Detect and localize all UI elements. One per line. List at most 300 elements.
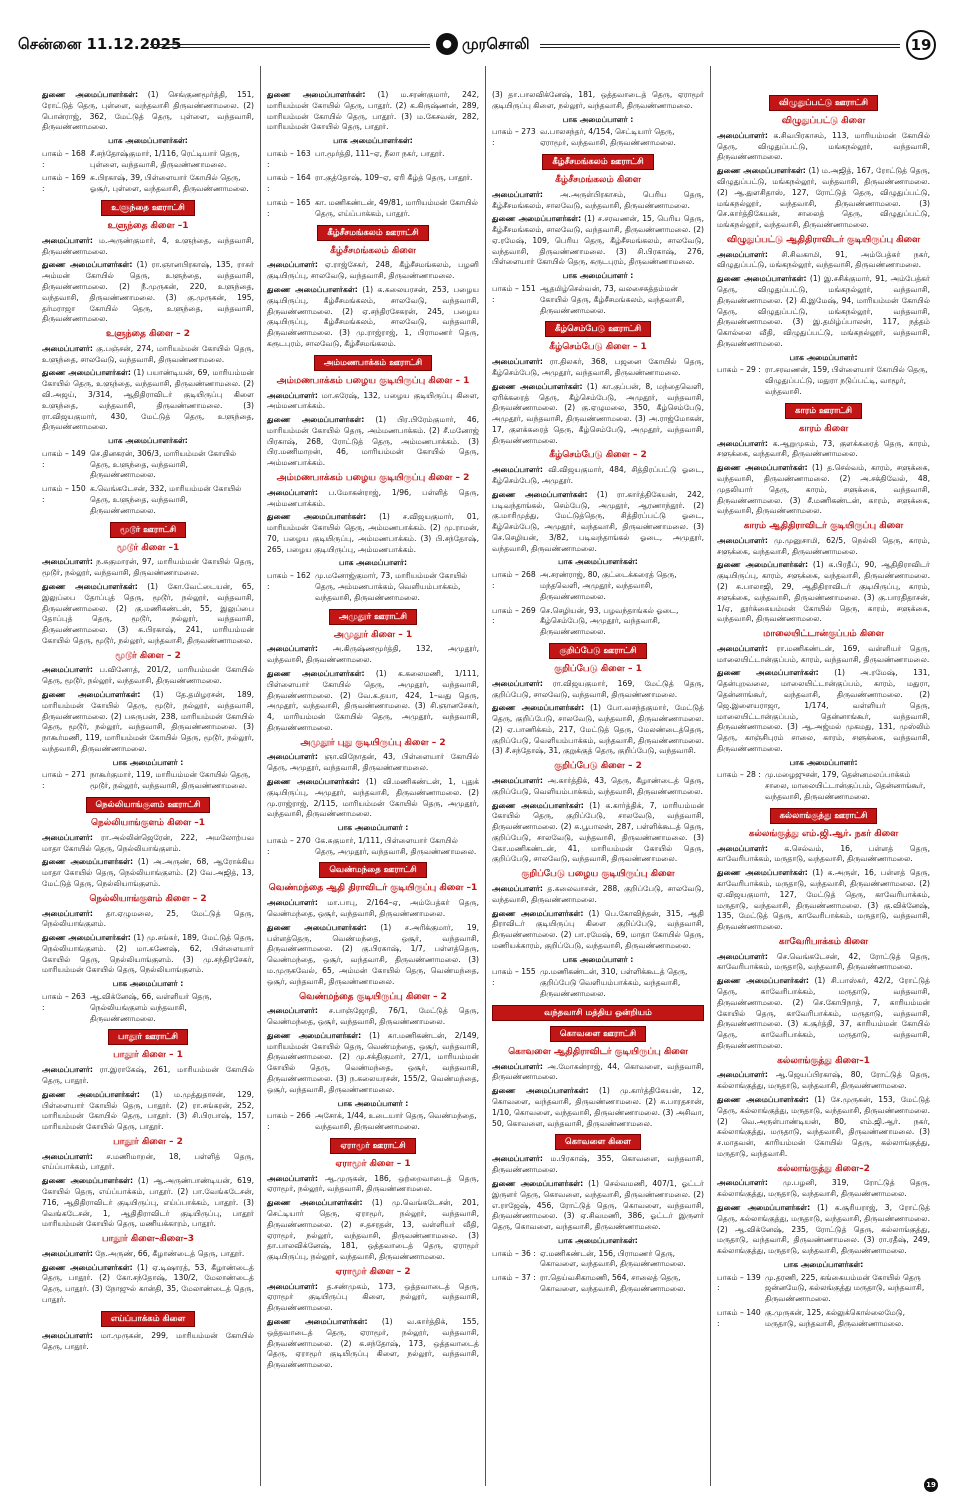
section-header [492, 154, 704, 170]
booth-number: பாகம் – 139 : [717, 1272, 761, 1293]
member-details: ஆ.முருகன், 186, ஒற்றைவாடைத் தெரு, ஏராமூர், நல்லூர், வந்தவாசி, திருவண்ணாமலை. [267, 1173, 479, 1194]
member-paragraph [492, 490, 704, 555]
role-label: அமைப்பாளர்: [267, 487, 318, 497]
booth-number: பாகம் – 151 : [492, 283, 536, 304]
member-details: (1) செங்குணமூர்த்தி, 151, ரோட்டுத் தெரு, புள்ளை, வந்தவாசி திருவண்ணாமலை. (2) பொன்ராஜ், 362, மேட்டுத் தெரு, புள்ளை, வந்தவாசி, திருவண்ணாமலை. [42, 90, 254, 132]
masthead-rule-right [540, 44, 900, 48]
booth-person: மு.மனோஜ்குமார், 73, மாரியம்மன் கோயில் தெரு, அம்மணபாக்கம், வெளியம்பாக்கம், வந்தவாசி, திருவண்ணாமலை. [315, 571, 468, 602]
role-label: அமைப்பாளர்: [717, 535, 768, 545]
booth-entry [492, 967, 704, 999]
role-label: அமைப்பாளர்: [42, 1151, 93, 1161]
masthead-rule-left [150, 44, 430, 48]
member-paragraph [42, 933, 254, 976]
role-label: துணை அமைப்பாளர்கள்: [267, 1198, 363, 1208]
section-header-label: கல்லாங்குத்து ஊராட்சி [770, 808, 878, 824]
booth-entry [42, 449, 254, 481]
section-header [42, 1311, 254, 1327]
member-details: (1) ரா.ஞானபிரகாஷ், 135, ராசுர் அம்மன் கோயில் தெரு, உளுந்தை, வந்தவாசி, திருவண்ணாமலை. (2) நீ.முருகன், 220, உளுந்தை, வந்தவாசி, திருவண்ணாமலை. (3) கு.முருகன், 195, தர்மராஜா கோயில் தெரு, உளுந்தை, வந்தவாசி, திருவண்ணாமலை. [42, 260, 254, 324]
section-header-label: குறிப்பேடு ஊராட்சி [549, 643, 646, 659]
role-label: துணை அமைப்பாளர்கள்: [492, 1086, 589, 1096]
branch-title: விழுதுப்பட்டு கிளை [781, 116, 866, 127]
branch-title: பாதூர் கிளை – 1 [113, 1050, 183, 1061]
member-details: செ.வெங்கடேசன், 42, ரோட்டுத் தெரு, காவேரிபாக்கம், மருதாடு, வந்தவாசி, திருவண்ணாமலை. [717, 951, 930, 972]
booth-heading: பாக அமைப்பாளர்கள்: [558, 1235, 638, 1245]
member-details: (1) பிர.பிரேம்குமார், 46, மாரியம்மன் கோயில் தெரு, அம்மணபாக்கம். (2) சீ.மனோஜ் பிரகாஷ், 268, ரோட்டுத் தெரு, அம்மணபாக்கம். (3) பிர.மணிமாறன், 46, மாரியம்மன் கோயில் தெரு, அம்மணபாக்கம். [267, 415, 479, 468]
booth-entry [267, 836, 479, 858]
booth-heading: பாக அமைப்பாளர்: [339, 558, 407, 568]
member-details: (1) வ.கார்த்திக், 155, ஒத்தவாடைத் தெரு, ஏராமூர், நல்லூர், வந்தவாசி, திருவண்ணாமலை. (2) க.சந்தோஷ், 173, ஒத்தவாடைத் தெரு, ஏராமூர் குடியிருப்பு கிளை, நல்லூர், வந்தவாசி, திருவண்ணாமலை. [267, 1317, 479, 1370]
branch-title: ஏராமூர் கிளை – 2 [335, 1266, 411, 1277]
member-paragraph [267, 1198, 479, 1263]
member-paragraph [492, 382, 704, 447]
member-paragraph [492, 679, 704, 701]
member-paragraph [42, 344, 254, 366]
member-paragraph [717, 952, 930, 974]
masthead [0, 0, 972, 66]
booth-person: செ.தினகரன், 306/3, மாரியம்மன் கோயில் தெரு, உளுந்தை, வந்தவாசி, திருவண்ணாமலை. [90, 448, 237, 480]
member-details: ப.மோகன்ராஜ், 1/96, பள்ளித் தெரு, அம்மணபாக்கம். [267, 487, 479, 508]
member-paragraph [42, 1090, 254, 1133]
role-label: அமைப்பாளர்: [267, 752, 318, 762]
role-label: துணை அமைப்பாளர்கள்: [717, 274, 807, 284]
member-details: (1) ஏ.டிஷாரத், 53, கீழாண்டைத் தெரு, பாதூர். (2) கோ.சந்தோஷ், 130/2, மேலாண்டைத் தெரு, பாதூர். (3) நோஜுல் கான்தி, 35, மேலாண்டைத் தெரு, பாதூர். [42, 1262, 254, 1304]
booth-person: சீ.சந்தோஷ்குமார், 1/116, ரெட்டியார் தெரு, புள்ளை, வந்தவாசி, திருவண்ணாமலை. [90, 148, 240, 169]
column-2 [261, 66, 486, 1486]
member-paragraph [267, 777, 479, 820]
booth-person: ஆ.விக்னேஷ், 66, வள்ளியர் தெரு, நெல்லியங்குளம் வந்தவாசி, திருவண்ணாமலை. [90, 992, 212, 1023]
role-label: துணை அமைப்பாளர்கள்: [717, 560, 809, 570]
member-paragraph [492, 465, 704, 487]
role-label: அமைப்பாளர்: [492, 1061, 543, 1071]
booth-entry [42, 770, 254, 792]
member-details: (1) ஆ.அருண்பாண்டியன், 619, கோயில் தெரு, எய்ப்பாக்கம், பாதூர். (2) பா.வேங்கடேசன், 716, ஆதிதிராவிடர் குடியிருப்பு, எய்ப்பாக்கம், பாதூர். (3) வெங்கடேசன், 1, ஆதிதிராவிடர் குடியிருப்பு, பாதூர் மாரியம்மன் கோயில் தெரு, மணியக்காரம், பாதூர். [42, 1176, 254, 1229]
booth-number: பாகம் – 164 : [267, 173, 311, 194]
section-header [492, 321, 704, 337]
role-label: துணை அமைப்பாளர்கள்: [717, 1095, 809, 1104]
member-paragraph [42, 909, 254, 931]
role-label: அமைப்பாளர்: [42, 665, 93, 675]
booth-number: பாகம் – 168 : [42, 148, 86, 169]
role-label: அமைப்பாளர்: [267, 260, 318, 270]
section-header [492, 643, 704, 659]
branch-title: கல்லாங்குத்து கிளை–2 [777, 1163, 870, 1174]
booth-person: கா. மணிகண்டன், 49/81, மாரியம்மன் கோயில் தெரு, எய்ப்பாக்கம், பாதூர். [315, 198, 478, 218]
section-header-label: விழுதுப்பட்டு ஊராட்சி [769, 95, 878, 111]
member-paragraph [492, 214, 704, 268]
role-label: அமைப்பாளர்: [717, 843, 768, 853]
role-label: துணை அமைப்பாளர்கள்: [267, 90, 366, 99]
member-details: (1) மு.சங்கர், 189, மேட்டுத் தெரு, நெல்லியாங்குளம். (2) மா.கணேஷ், 62, பிள்ளையார் கோயில் தெரு, நெல்லியாங்குளம். (3) மு.சந்திரசேகர், மாரியம்மன் கோயில் தெரு, நெல்லியாங்குளம். [42, 933, 254, 975]
member-details: (1) போ.வசந்தகுமார், மேட்டுத் தெரு, குறிப்பேடு, சாலவேடு, வந்தவாசி, திருவண்ணாமலை. (2) ஏ.பாணிக்கம், 217, மேட்டுத் தெரு, மேலண்டைத்தெரு, குறிப்பேடு, வெளியம்பாக்கம், வந்தவாசி, திருவண்ணாமலை. (3) சீ.சந்தோஷ், 31, குறுக்குத் தெரு, குறிப்பேடு, வந்தவாசி. [492, 703, 704, 756]
role-label: துணை அமைப்பாளர்கள்: [492, 703, 585, 713]
booth-heading: பாக அமைப்பாளர் : [112, 979, 184, 989]
section-header [267, 862, 479, 878]
branch-title: வெண்மந்தை ஆதி திராவிடர் குடியிருப்பு கிளை –1 [268, 883, 478, 894]
member-details: (1) பயாண்டியன், 69, மாரியம்மன் கோயில் தெரு, உளுந்தை, வந்தவாசி, திருவண்ணாமலை. (2) வி.அஜய், 3/314, ஆதிதிராவிடர் குடியிருப்பு கிளை உளுந்தை, வந்தவாசி, திருவண்ணாமலை. (3) ரா.விஜயகுமார், 430, மேட்டுத் தெரு, உளுந்தை, திருவண்ணாமலை. [42, 368, 254, 432]
booth-person: ரா.குத்தோஷ், 109–ஏ, ஏரி கீழ்த் தெரு, பாதூர். [315, 173, 473, 183]
booth-heading: பாக அமைப்பாளர் : [562, 954, 634, 964]
member-details: (1) சே.முருகன், 153, மேட்டுத் தெரு, கல்லாங்குத்து, மருதாடு, வந்தவாசி, திருவண்ணாமலை. (2) வெ.அருள்பாண்டியன், 80, எம்.ஜி.ஆர். நகர், கல்லாங்குத்து, மருதாடு, வந்தவாசி, திருவண்ணாமலை. (3) ச.மாதவன், காரியம்மன் கோயில் தெரு, கல்லாங்குத்து, மருதாடு, வந்தவாசி. [717, 1095, 930, 1158]
booth-heading: பாக அமைப்பாளர்: [789, 757, 858, 767]
booth-number: பாகம் – 29 : [717, 365, 761, 375]
branch-title: உளுந்தை கிளை – 2 [105, 329, 191, 340]
booth-number: பாகம் – 149 : [42, 448, 86, 469]
role-label: துணை அமைப்பாளர்கள்: [267, 922, 367, 932]
booth-person: மு.தரணி, 225, கங்கையம்மன் கோயில் தெரு ஜன்னமேடு, கல்லங்குத்து மருதாடு, வந்தவாசி, திருவண்ணாமலை. [765, 1272, 925, 1304]
member-paragraph [492, 190, 704, 212]
member-details: ஆ.ஜெயப்பிரகாஷ், 80, ரோட்டுத் தெரு, கல்லாங்குத்து, மருதாடு, வந்தவாசி, திருவண்ணாமலை. [717, 1070, 930, 1091]
role-label: துணை அமைப்பாளர்கள்: [717, 668, 819, 678]
booth-person: மு.மணிகண்டன், 310, பள்ளிக்கூடத் தெரு, குறிப்பேடு வெளியம்பாக்கம், வந்தவாசி, திருவண்ணாமலை. [540, 967, 688, 998]
section-header-label: எய்ப்பாக்கம் கிளை [101, 1311, 195, 1327]
member-details: (1) ச.விஜயகுமார், 01, மாரியம்மன் கோயில் தெரு, அம்மணபாக்கம். (2) மு.ராமன், 70, பழைய குடியிருப்பு, அம்மணபாக்கம். (3) பி.சந்தோஷ், 265, பழைய குடியிருப்பு, அம்மணபாக்கம். [267, 512, 479, 554]
role-label: துணை அமைப்பாளர்கள்: [492, 381, 583, 391]
member-paragraph [717, 131, 930, 163]
role-label: அமைப்பாளர்: [42, 1065, 93, 1075]
role-label: துணை அமைப்பாளர்கள்: [492, 908, 584, 918]
booth-entry [267, 149, 479, 171]
member-paragraph [717, 1095, 930, 1160]
member-paragraph [42, 665, 254, 687]
section-header-label: அமுதூர் ஊராட்சி [329, 609, 417, 625]
member-details: (1) சி.பாஸ்கர், 42/2, ரோட்டுத் தெரு, காவேரிபாக்கம், மருதாடு, வந்தவாசி, திருவண்ணாமலை. (2) செ.கோபிநாத், 7, காரியம்மன் கோயில் தெரு, காவேரிபாக்கம், மருதாடு, வந்தவாசி, திருவண்ணாமலை. (3) க.சூர்த்தி, 37, காரியம்மன் கோயில் தெரு, காவேரிபாக்கம், மருதாடு, வந்தவாசி, திருவண்ணாமலை. [717, 976, 930, 1050]
booth-person: மு.மழைஜுசன், 179, தென்னமலப்பாக்கம் சாலை, மாலையிட்டான்குப்பம், தென்னாங்கூர், வந்தவாசி, திருவண்ணாமலை. [765, 770, 926, 802]
booth-number: பாகம் – 169 : [42, 173, 86, 194]
booth-number: பாகம் – 270 : [267, 835, 311, 856]
member-details: (1) இ.சசிக்குமார், 91, அம்பேத்கர் தெரு, விழுதுப்பட்டு, மங்கநல்லூர், வந்தவாசி, திருவண்ணாமலை. (2) கி.இமேஷ், 94, மாரியம்மன் கோயில் தெரு, விழுதுப்பட்டு, மங்கநல்லூர், வந்தவாசி, திருவண்ணாமலை. (3) இ.தமிழ்ப்பாலன், 117, நத்தம் கொல்லை வீதி, விழுதுப்பட்டு, மங்கநல்லூர், வந்தவாசி, திருவண்ணாமலை. [717, 274, 930, 348]
booth-entry [267, 173, 479, 195]
section-header-label: வந்தவாசி மத்திய ஒன்றியம் [492, 1005, 704, 1021]
booth-person: கு.முருகன், 125, கல்லுக்கொல்லைமேடு, மருதாடு, வந்தவாசி, திருவண்ணாமலை. [765, 1308, 906, 1328]
member-details: (1) கா.குப்பன், 8, மந்தைவெளி, ஏரிக்கரைத் தெரு, கீழ்செம்பேடு, அமுதூர், வந்தவாசி, திருவண்ணாமலை. (2) கு.ஏழுமலை, 350, கீழ்செம்பேடு, அமுதூர், வந்தவாசி, திருவண்ணாமலை. (3) அ.ராஜ்மோகன், 17, குளக்கரைத் தெரு, கீழ்செம்பேடு, அமுதூர், வந்தவாசி, திருவண்ணாமலை. [492, 381, 704, 445]
member-paragraph [267, 90, 479, 133]
branch-title: மாலையிட்டான்குப்பம் கிளை [763, 629, 884, 640]
booth-number: பாகம் – 165 : [267, 198, 311, 218]
booth-heading: பாக அமைப்பாளர்கள்: [333, 136, 413, 146]
member-details: த.சண்முகம், 173, ஒத்தவாடைத் தெரு, ஏராமூர் குடியிருப்பு கிளை, நல்லூர், வந்தவாசி, திருவண்ணாமலை. [267, 1281, 479, 1313]
booth-entry [267, 571, 479, 603]
booth-number: பாகம் – 37 : [492, 1273, 536, 1283]
branch-title: கீழ்செம்பேடு கிளை – 2 [549, 450, 647, 461]
member-paragraph [42, 236, 254, 258]
section-header [42, 797, 254, 813]
member-details: (1) தே.தமிழரசன், 189, மாரியம்மன் கோயில் தெரு, மூடூர், நல்லூர், வந்தவாசி, திருவண்ணாமலை. (2) பசுருபன், 238, மாரியம்மன் கோயில் தெரு, மூடூர், நல்லூர், வந்தவாசி, திருவண்ணாமலை. (3) நாகூர்மணி, 119, மாரியம்மன் கோயில் தெரு, மூடூர், நல்லூர், வந்தவாசி, திருவண்ணாமலை. [42, 690, 254, 753]
branch-title: அமுதூர் கிளை – 1 [333, 629, 413, 640]
member-details: (1) த.செல்வம், காரம், சளுக்கை, வந்தவாசி, திருவண்ணாமலை. (2) அ.சக்திவேல், 48, முதலியார் தெரு, காரம், சளுக்கை, வந்தவாசி, திருவண்ணாமலை. (3) சீ.மணிகண்டன், காரம், சளுக்கை, வந்தவாசி, திருவண்ணாமலை. [717, 463, 930, 516]
booth-person: கே.சுகுமார், 1/111, பிள்ளையார் கோயில் தெரு, அமுதூர், வந்தவாசி, திருவண்ணாமலை. [315, 835, 477, 856]
role-label: துணை அமைப்பாளர்கள்: [492, 1178, 584, 1188]
member-details: (1) பெ.கோவிந்தன், 315, ஆதி திராவிடர் குடியிருப்பு கிளை குறிப்பேடு, வந்தவாசி, திருவண்ணாமலை. (2) பா.ரமேஷ், 69, மாதா கோயில் தெரு, மணியக்காரம், குறிப்பேடு, வந்தவாசி, திருவண்ணாமலை. [492, 908, 704, 950]
role-label: அமைப்பாளர்: [717, 438, 768, 448]
column-3 [486, 66, 711, 1486]
branch-title: விழுதுப்பட்டு ஆதிதிராவிடர் குடியிருப்பு கிளை [726, 234, 921, 245]
member-details: கு.பஞ்சன், 274, மாரியம்மன் கோயில் தெரு, உளுந்தை, சாலவேடு, வந்தவாசி, திருவண்ணாமலை. [42, 343, 254, 364]
member-details: ரா.இராகேஷ், 261, மாரியம்மன் கோயில் தெரு, பாதூர். [42, 1065, 254, 1085]
branch-title: நெல்லியாங்குளம் கிளை – 2 [89, 893, 207, 904]
role-label: துணை அமைப்பாளர்கள்: [267, 668, 365, 678]
member-details: க.செல்வம், 16, பள்ளத் தெரு, காவேரிபாக்கம், மருதாடு, வந்தவாசி, திருவண்ணாமலை. [717, 843, 930, 864]
booth-number: பாகம் – 266 : [267, 1111, 311, 1132]
member-paragraph [42, 1176, 254, 1230]
booth-heading: பாக அமைப்பாளர் : [337, 823, 409, 833]
role-label: அமைப்பாளர்: [42, 1330, 93, 1340]
role-label: துணை அமைப்பாளர்கள்: [492, 214, 582, 224]
role-label: துணை அமைப்பாளர்கள்: [492, 800, 584, 810]
member-paragraph [267, 415, 479, 469]
booth-entry [267, 1111, 479, 1133]
booth-entry [717, 365, 930, 397]
member-details: ப.வினோத், 201/2, மாரியம்மன் கோயில் தெரு, மூடூர், நல்லூர், வந்தவாசி, திருவண்ணாமலை. [42, 665, 254, 686]
member-details: த.கலைவாசன், 288, குறிப்பேடு, சாலவேடு, வந்தவாசி, திருவண்ணாமலை. [492, 883, 704, 904]
role-label: துணை அமைப்பாளர்கள்: [42, 857, 134, 867]
member-details: ம.பிரகாஷ், 355, கொவளை, வந்தவாசி, திருவண்ணாமலை. [492, 1154, 704, 1175]
role-label: அமைப்பாளர்: [492, 775, 543, 785]
booth-number: பாகம் – 271 : [42, 770, 86, 791]
member-paragraph [267, 260, 479, 282]
booth-number: பாகம் – 162 : [267, 571, 311, 591]
member-details: (1) செல்வமணி, 407/1, ஓட்டர் இருளர் தெரு, கொவளை, வந்தவாசி, திருவண்ணாமலை. (2) எ.ராஜேஷ், 456, ரோட்டுத் தெரு, கொவளை, வந்தவாசி, திருவண்ணாமலை. (3) ஏ.சிவமணி, 386, ஓட்டர் இருளர் தெரு, கொவளை, வந்தவாசி, திருவண்ணாமலை. [492, 1178, 705, 1232]
member-paragraph [267, 669, 479, 734]
member-paragraph [717, 274, 930, 349]
section-header [267, 609, 479, 625]
booth-person: நாகூர்குமார், 119, மாரியம்மன் கோயில் தெரு, மூடூர், நல்லூர், வந்தவாசி, திருவண்ணாமலை. [90, 770, 251, 791]
section-header [267, 1138, 479, 1154]
member-details: சி.சிவகாமி, 91, அம்பேத்கர் நகர், விழுதுப்பட்டு, மங்கநல்லூர், வந்தவாசி, திருவண்ணாமலை. [717, 249, 930, 270]
branch-title: நெல்லியாங்குளம் கிளை –1 [90, 818, 206, 829]
member-details: ஏ.ராஜ்சேகர், 248, கீழ்சீசமங்கலம், பழனி குடியிருப்பு, சாலவேடு, வந்தவாசி, திருவண்ணாமலை. [267, 260, 479, 281]
branch-title: மூடூர் கிளை – 2 [115, 650, 181, 661]
member-details: (1) க.கலைமணி, 1/111, பிள்ளையார் கோயில் தெரு, அமுதூர், வந்தவாசி, திருவண்ணாமலை. (2) வே.க.தயா, 424, 1–வது தெரு, அமுதூர், வந்தவாசி, திருவண்ணாமலை. (3) சி.ஞானசேகர், 4, மாரியம்மன் கோயில் தெரு, அமுதூர், வந்தவாசி, திருவண்ணாமலை. [267, 668, 480, 732]
member-paragraph [42, 1263, 254, 1306]
booth-person: அ.சரண்ராஜ், 80, குட்டைக்கரைத் தெரு, மந்தவெளி, அமுதூர், வந்தவாசி, திருவண்ணாமலை. [540, 570, 677, 601]
role-label: துணை அமைப்பாளர்கள்: [267, 512, 367, 522]
role-label: துணை அமைப்பாளர்கள்: [267, 415, 365, 425]
member-paragraph [267, 285, 479, 350]
role-label: அமைப்பாளர்: [267, 1281, 318, 1291]
member-details: அ.மோகன்ராஜ், 44, கொவளை, வந்தவாசி, திருவண்ணாமலை. [492, 1061, 704, 1082]
role-label: அமைப்பாளர்: [492, 1154, 543, 1164]
member-paragraph [492, 357, 704, 379]
member-details: (1) க.கார்த்திக், 7, மாரியம்மன் கோயில் தெரு, குறிப்பேடு, சாலவேடு, வந்தவாசி, திருவண்ணாமலை. (2) சு.பூபாலன், 287, பள்ளிக்கூடத் தெரு, குறிப்பேடு, சாலவேடு, வந்தவாசி, திருவண்ணாமலை. (3) கோ.மணிகண்டன், 41, மாரியம்மன் கோயில் தெரு, குறிப்பேடு, சாலவேடு, வந்தவாசி, திருவண்ணாமலை. [492, 800, 704, 864]
member-details: (1) ம.முத்துதாசன், 129, பிள்ளையார் கோயில் தெரு, பாதூர். (2) ரா.சங்கரன், 252, மாரியம்மன் கோயில் தெரு, பாதூர். (3) சி.பிரபாஷ், 157, மாரியம்மன் கோயில் தெரு, பாதூர். [42, 1089, 254, 1132]
booth-heading: பாக அமைப்பாளர்கள்: [108, 136, 188, 146]
role-label: துணை அமைப்பாளர்கள்: [42, 1262, 133, 1272]
section-header-label: கொவளை ஊராட்சி [550, 1026, 646, 1042]
booth-entry [42, 484, 254, 516]
booth-entry [267, 198, 479, 220]
booth-number: பாகம் – 163 : [267, 148, 311, 169]
member-details: க.சிவபிரகாசம், 113, மாரியம்மன் கோயில் தெரு, விழுதுப்பட்டு, மங்கநல்லூர், வந்தவாசி, திருவண்ணாமலை. [717, 130, 930, 162]
member-details: மா.சுரேஷ், 132, பழைய குடியிருப்பு கிளை, அம்மணபாக்கம். [267, 390, 479, 411]
branch-title: கல்லங்குத்து எம்.ஜி.ஆர். நகர் கிளை [748, 828, 899, 839]
member-paragraph [42, 1152, 254, 1174]
booth-number: பாகம் – 268 : [492, 570, 536, 590]
member-paragraph [492, 801, 704, 866]
role-label: அமைப்பாளர்: [492, 883, 543, 893]
member-details: (1) கோ.வேட்டையன், 65, இலுப்பை தோப்புத் தெரு, மூடூர், நல்லூர், வந்தவாசி, திருவண்ணாமலை. (2) கு.மணிகண்டன், 55, இலுப்பை தோப்புத் தெரு, மூடூர், நல்லூர், வந்தவாசி, திருவண்ணாமலை. (3) க.பிரகாஷ், 241, மாரியம்மன் கோயில் தெரு, மூடூர், நல்லூர், வந்தவாசி, திருவண்ணாமலை. [42, 581, 254, 645]
role-label: அமைப்பாளர்: [267, 898, 318, 908]
booth-person: ஏ.மணிகண்டன், 156, பிராமணர் தெரு, கொவளை, வந்தவாசி, திருவண்ணாமலை. [540, 1248, 686, 1269]
member-details: ரா.அல்லின்ஜெரேன், 222, அமலோற்பவ மாதா கோயில் தெரு, நெல்லியாங்குளம். [42, 832, 254, 853]
member-details: (1) ம.அஜித், 167, ரோட்டுத் தெரு, விழுதுப்பட்டு, மங்கநல்லூர், வந்தவாசி, திருவண்ணாமலை. (2) ஆ.துளசிதாஸ், 127, ரோட்டுத் தெரு, விழுதுப்பட்டு, மங்கநல்லூர், வந்தவாசி, திருவண்ணாமலை. (3) செ.கார்த்திகேயன், சாலைத் தெரு, விழுதுப்பட்டு, மங்கநல்லூர், வந்தவாசி, திருவண்ணாமலை. [717, 166, 930, 230]
role-label: அமைப்பாளர்: [42, 343, 93, 353]
booth-heading: பாக அமைப்பாளர்கள்: [558, 557, 638, 567]
booth-person: செ.செழியன், 93, பழவந்தாங்கல் ஓடை, கீழ்செம்பேடு, அமுதூர், வந்தவாசி, திருவண்ணாமலை. [540, 605, 679, 637]
member-paragraph [717, 668, 930, 754]
role-label: துணை அமைப்பாளர்கள்: [717, 166, 806, 176]
role-label: அமைப்பாளர்: [267, 390, 318, 400]
section-header-label: கீழ்செம்பேடு ஊராட்சி [545, 321, 651, 337]
member-details: (1) க.கலையரசன், 253, பழைய குடியிருப்பு, கீழ்சீசமங்கலம், சாலவேடு, வந்தவாசி, திருவண்ணாமலை. (2) ஏ.சந்திரசேகரன், 245, பழைய குடியிருப்பு, கீழ்சீசமங்கலம், சாலவேடு, வந்தவாசி, திருவண்ணாமலை. (3) மு.ராஜ்ராஜ், 1, பிராமணர் தெரு, கரூடபுரம், சாலவேடு, கீழ்சீசமங்கலம். [267, 284, 480, 348]
role-label: அமைப்பாளர்: [42, 235, 93, 245]
booth-person: ரா.சரவணன், 159, பிள்ளையார் கோயில் தெரு, விழுதுப்பட்டு, மதுரா நடுப்பட்டி, வாழூர், வந்தவாசி. [765, 365, 928, 396]
member-details: (1) ம.சரண்குமார், 242, மாரியம்மன் கோயில் தெரு, பாதூர். (2) க.கிருஷ்ணன், 289, மாரியம்மன் கோயில் தெரு, பாதூர். (3) ம.கேசவன், 282, மாரியம்மன் கோயில் தெரு, பாதூர். [267, 90, 479, 132]
member-paragraph [717, 536, 930, 558]
member-paragraph [267, 898, 479, 920]
role-label: அமைப்பாளர்: [42, 557, 93, 567]
role-label: துணை அமைப்பாளர்கள்: [42, 690, 141, 699]
union-banner [492, 1005, 704, 1021]
branch-title: அமுதூர் புது குடியிருப்பு கிளை – 2 [300, 737, 446, 748]
member-details: (1) மு.வெங்கடேசன், 201, செட்டியார் தெரு, ஏராமூர், நல்லூர், வந்தவாசி, திருவண்ணாமலை. (2) ச.தசரதன், 13, வள்ளியர் வீதி, ஏராமூர், நல்லூர், வந்தவாசி, திருவண்ணாமலை. (3) தா.பாலவிக்னேஷ், 181, ஒத்தவாடைத் தெரு, ஏராமூர் குடியிருப்பு, நல்லூர், வந்தவாசி, திருவண்ணாமலை. [267, 1198, 480, 1262]
page-number: 19 [906, 30, 936, 60]
role-label: அமைப்பாளர்: [492, 189, 543, 199]
member-paragraph [42, 833, 254, 855]
newspaper-name: முரசொலி [462, 35, 530, 53]
member-paragraph [717, 844, 930, 866]
footer-page-number: 19 [924, 1478, 938, 1492]
role-label: துணை அமைப்பாளர்கள்: [42, 933, 131, 943]
booth-number: பாகம் – 273 : [492, 127, 536, 148]
section-header-label: கீழ்சீசமங்கலம் ஊராட்சி [317, 225, 428, 241]
section-header [42, 1029, 254, 1045]
member-details: க.ஆறுமுகம், 73, குளக்கரைத் தெரு, காரம், சளுக்கை, வந்தவாசி, திருவண்ணாமலை. [717, 438, 930, 459]
branch-title: மூடூர் கிளை –1 [116, 542, 180, 553]
branch-title: வெண்மந்தை குடியிருப்பு கிளை – 2 [299, 991, 447, 1002]
member-paragraph [267, 1031, 479, 1096]
role-label: துணை அமைப்பாளர்கள்: [42, 1176, 134, 1186]
booth-heading: பாக அமைப்பாளர்: [789, 352, 858, 362]
member-details: (1) ச.சரவணன், 15, பெரிய தெரு, கீழ்சீசமங்கலம், சாலவேடு, வந்தவாசி, திருவண்ணாமலை. (2) ஏ.ரமேஷ், 109, பெரிய தெரு, கீழ்சீசமங்கலம், சாலவேடு, வந்தவாசி, திருவண்ணாமலை. (3) சி.பிரகாஷ், 276, பிள்ளையார் கோயில் தெரு, கருடபுரம், திருவண்ணாமலை. [492, 214, 704, 267]
section-header-label: காரம் ஊராட்சி [785, 403, 862, 419]
branch-title: அம்மணபாக்கம் பழைய குடியிருப்பு கிளை – 2 [276, 472, 470, 483]
member-details: மா.முருகன், 299, மாரியம்மன் கோயில் தெரு, பாதூர். [42, 1330, 254, 1351]
role-label: துணை அமைப்பாளர்கள்: [42, 368, 131, 378]
role-label: துணை அமைப்பாளர்கள்: [717, 976, 809, 986]
role-label: அமைப்பாளர்: [492, 465, 543, 475]
booth-heading: பாக அமைப்பாளர் : [112, 757, 184, 767]
branch-title: கீழ்சீசமங்கலம் கிளை [330, 245, 416, 256]
role-label: அமைப்பாளர்: [267, 644, 318, 654]
member-details: அ.கார்த்திக், 43, தெரு, கீழாண்டைத் தெரு, குறிப்பேடு, வெளியம்பாக்கம், வந்தவாசி, திருவண்ணாமலை. [492, 775, 704, 796]
member-paragraph [492, 776, 704, 798]
role-label: அமைப்பாளர்: [717, 130, 768, 140]
member-details: வி.விஜயகுமார், 484, சித்திரப்பட்டு ஓடை, கீழ்செம்பேடு, அமுதூர். [492, 465, 704, 485]
member-paragraph [717, 644, 930, 666]
role-label: துணை அமைப்பாளர்கள்: [267, 284, 358, 294]
booth-entry [492, 127, 704, 149]
booth-entry [492, 284, 704, 316]
member-paragraph [267, 512, 479, 555]
role-label: அமைப்பாளர்: [492, 678, 543, 688]
member-paragraph [492, 1154, 704, 1176]
member-paragraph [717, 439, 930, 461]
booth-entry [42, 992, 254, 1024]
section-header-label: பாதூர் ஊராட்சி [108, 1029, 188, 1045]
member-paragraph [492, 1062, 704, 1084]
member-details: (1) ச.அரிக்குமார், 19, பள்ளத்தெரு, வெண்மந்தை, ஒசூர், வந்தவாசி, திருவண்ணாமலை. (2) கு.பிரகாஷ், 1/7, பள்ளத்தெரு, வெண்மந்தை, ஒசூர், வந்தவாசி, திருவண்ணாமலை. (3) ம.முருகவேல், 65, அம்மன் கோயில் தெரு, வெண்மந்தை, ஒசூர், வந்தவாசி, திருவண்ணாமலை. [267, 922, 479, 986]
booth-entry [492, 570, 704, 602]
booth-person: வ.பாலசந்தர், 4/154, செட்டியார் தெரு, ஏராமூர், வந்தவாசி, திருவண்ணாமலை. [540, 127, 676, 148]
member-details: ரா.மணிகண்டன், 169, வள்ளியர் தெரு, மாலையிட்டான்குப்பம், காரம், வந்தவாசி, திருவண்ணாமலை. [717, 643, 930, 664]
role-label: அமைப்பாளர்: [717, 1070, 768, 1080]
member-paragraph [42, 1065, 254, 1087]
role-label: அமைப்பாளர்: [42, 1248, 93, 1258]
booth-entry [717, 1308, 930, 1330]
branch-title: ஏராமூர் கிளை – 1 [335, 1158, 411, 1169]
role-label: துணை அமைப்பாளர்கள்: [267, 1317, 368, 1327]
booth-heading: பாக அமைப்பாளர்கள்: [783, 1259, 864, 1269]
role-label: அமைப்பாளர்: [42, 908, 93, 918]
booth-entry [717, 1273, 930, 1305]
elephant-emblem-icon: ● [436, 33, 458, 55]
booth-person: ரா.தெய்வசிகாமணி, 564, சாலைத் தெரு, கொவளை, வந்தவாசி, திருவண்ணாமலை. [540, 1273, 686, 1294]
member-details: மு.முனுசாமி, 62/5, நெல்லி தெரு, காரம், சளுக்கை, வந்தவாசி, திருவண்ணாமலை. [717, 535, 930, 556]
booth-person: அசோக், 1/44, உடையார் தெரு, வெண்மந்தை, வந்தவாசி, திருவண்ணாமலை. [315, 1111, 477, 1132]
member-details: ந.சுகுமாரன், 97, மாரியம்மன் கோயில் தெரு, மூடூர், நல்லூர், வந்தவாசி, திருவண்ணாமலை. [42, 557, 254, 578]
branch-title: கல்லாங்குத்து கிளை–1 [777, 1055, 870, 1066]
issue-date: சென்னை 11.12.2025 [18, 35, 182, 53]
booth-number: பாகம் – 155 : [492, 967, 536, 988]
member-details: ரா.திலகர், 368, பஜனை கோயில் தெரு, கீழ்செம்பேடு, அமுதூர், வந்தவாசி, திருவண்ணாமலை. [492, 357, 704, 377]
member-paragraph [717, 868, 930, 933]
member-details: (1) வி.மணிகண்டன், 1, புதுக் குடியிருப்பு, அமுதூர், வந்தவாசி, திருவண்ணாமலை. (2) மு.ராஜ்ராஜ், 2/115, மாரியம்மன் கோயில் தெரு, அமுதூர், வந்தவாசி, திருவண்ணாமலை. [267, 776, 479, 819]
member-paragraph [42, 582, 254, 647]
role-label: அமைப்பாளர்: [267, 1173, 318, 1183]
member-details: ச.மணிமாறன், 18, பள்ளித் தெரு, எய்ப்பாக்கம், பாதூர். [42, 1151, 254, 1172]
role-label: அமைப்பாளர்: [717, 1178, 768, 1188]
member-details: ஞா.விநோதன், 43, பிள்ளையார் கோயில் தெரு, அமுதூர், வந்தவாசி, திருவண்ணாமலை. [267, 752, 479, 773]
member-details: (3) தா.பாலவிக்னேஷ், 181, ஒத்தவாடைத் தெரு, ஏராமூர் குடியிருப்பு கிளை, நல்லூர், வந்தவாசி, திருவண்ணாமலை. [492, 90, 704, 110]
booth-heading: பாக அமைப்பாளர்கள்: [108, 436, 188, 446]
member-details: ச.பாஞ்ஜோதி, 76/1, மேட்டுத் தெரு, வெண்மந்தை, ஒசூர், வந்தவாசி, திருவண்ணாமலை. [267, 1006, 479, 1027]
column-4 [711, 66, 936, 1486]
member-paragraph [492, 909, 704, 952]
booth-number: பாகம் – 269 : [492, 605, 536, 626]
article-columns [36, 66, 936, 1486]
role-label: அமைப்பாளர்: [492, 357, 543, 367]
branch-title: குறிப்பேடு பழைய குடியிருப்பு கிளை [521, 869, 675, 880]
branch-title: காரம் கிளை [798, 423, 849, 434]
member-paragraph [267, 644, 479, 666]
member-paragraph [42, 90, 254, 133]
member-details: ம.அருண்குமார், 4, உளுந்தை, வந்தவாசி, திருவண்ணாமலை. [42, 235, 254, 256]
role-label: அமைப்பாளர்: [717, 643, 768, 653]
booth-number: பாகம் – 263 : [42, 992, 86, 1012]
booth-heading: பாக அமைப்பாளர் : [337, 1098, 409, 1108]
member-details: (1) ரா.கார்த்திகேயன், 242, படிவந்தாங்கல், செம்பேடு, அமுதூர், ஆரணாந்தூர். (2) கு.மாரிமுத்து, மேட்டுத்தெரு, சித்திரப்பட்டு ஓடை, கீழ்செம்பேடு, அமுதூர், வந்தவாசி, திருவண்ணாமலை. (3) செ.செழியன், 3/82, படிவந்தாங்கல் ஓடை, அமுதூர், வந்தவாசி, திருவண்ணாமலை. [492, 489, 704, 553]
booth-entry [42, 173, 254, 195]
member-paragraph [42, 260, 254, 325]
role-label: அமைப்பாளர்: [42, 832, 93, 842]
role-label: துணை அமைப்பாளர்கள்: [717, 868, 808, 878]
section-header [267, 355, 479, 371]
role-label: துணை அமைப்பாளர்கள்: [717, 463, 808, 473]
section-header-label: உளுந்தை ஊராட்சி [101, 200, 195, 216]
member-details: (1) கா.மணிகண்டன், 2/149, மாரியம்மன் கோயில் தெரு, வெண்மந்தை, ஒசூர், வந்தவாசி, திருவண்ணாமலை. (2) மு.சக்திகுமார், 27/1, மாரியம்மன் கோயில் தெரு, வெண்மந்தை, ஒசூர், வந்தவாசி, திருவண்ணாமலை. (3) ந.கலையரசன், 155/2, வெண்மந்தை, ஒசூர், வந்தவாசி, திருவண்ணாமலை. [267, 1030, 479, 1094]
member-details: (1) அ.அருண், 68, ஆரோக்கிய மாதா கோயில் தெரு, நெல்லியாங்குளம். (2) வே.அஜித், 13, மேட்டுத் தெரு, நெல்லியாங்குளம். [42, 857, 254, 888]
role-label: துணை அமைப்பாளர்கள்: [267, 776, 360, 786]
